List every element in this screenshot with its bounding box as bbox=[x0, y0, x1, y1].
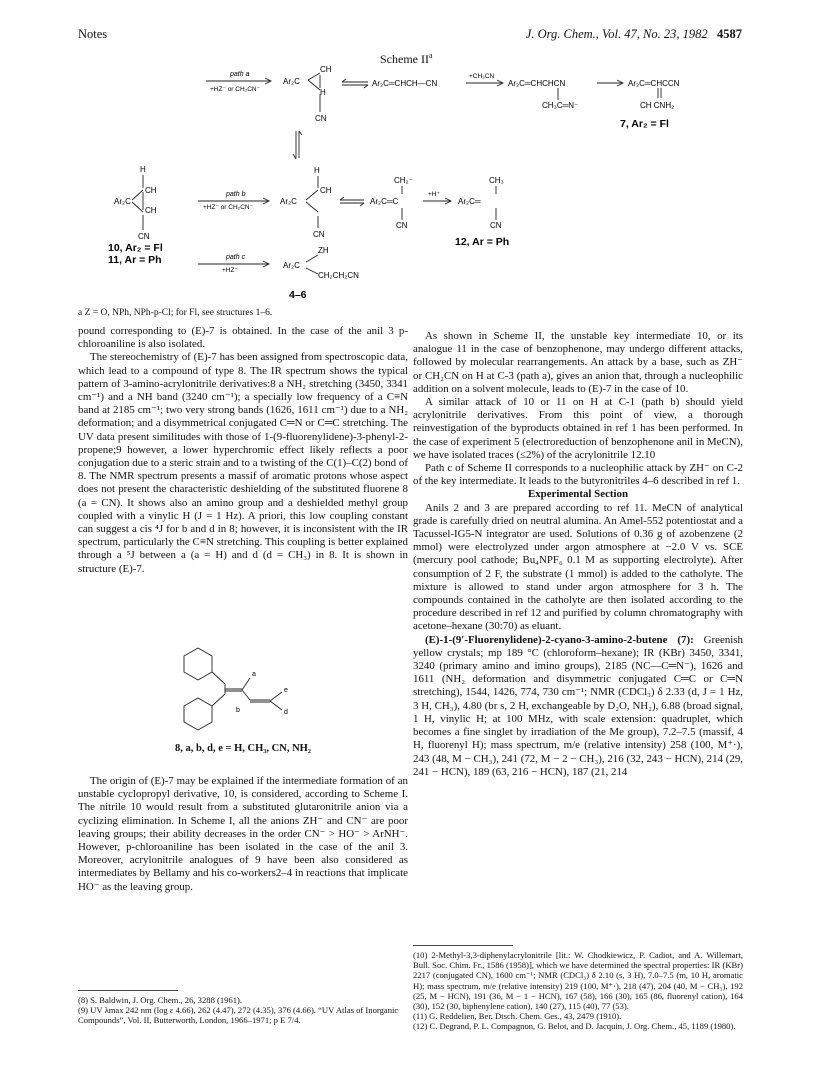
h-left: H bbox=[140, 165, 146, 174]
plus-h: +H⁺ bbox=[428, 191, 440, 198]
left-paragraph-3: The origin of (E)-7 may be explained if the intermediate formation of an unstable cyclopropyl derivative, 10, is considered, according to Scheme I. The nitrile 10 would result from a substituted glutaronitrile anion via a cyclizing elimination. In Scheme I, all the anions ZH⁻ and CN⁻ are poor leaving groups; their ability decreases in the order CN⁻ > HO⁻ > ArNH⁻. However, p-chloroaniline has been isolated in the case of the anil 3. Moreover, acrylonitrile analogues of 9 have been also considered as intermediates by Bellamy and his co-workers2–4 in reactions that implicate HO⁻ as the leaving group. bbox=[78, 775, 408, 893]
ar2c-2: Ar₂C bbox=[280, 197, 297, 206]
left-column-bottom bbox=[78, 775, 408, 894]
ar2c-eq-c: Ar₂C═C bbox=[370, 197, 399, 206]
ar2c-chchcn: Ar₂C═CHCHCN bbox=[508, 79, 566, 88]
sub-a: a bbox=[252, 671, 256, 678]
sub-b: b bbox=[236, 707, 240, 714]
journal-citation: J. Org. Chem., Vol. 47, No. 23, 1982 bbox=[525, 27, 708, 41]
path-b-reagent: +HZ⁻ or CH₂CN⁻ bbox=[203, 204, 254, 211]
path-c-label: path c bbox=[226, 254, 246, 261]
scheme-footnote: a Z = O, NPh, NPh-p-Cl; for Fl, see structures 1–6. bbox=[78, 308, 273, 318]
sub-e: e bbox=[284, 687, 288, 694]
page-number: 4587 bbox=[717, 27, 742, 41]
footnote-10: (10) 2-Methyl-3,3-diphenylacrylonitrile [lit.: W. Chodkiewicz, P. Cadiot, and A. Willemart, Bull. Soc. Chim. Fr., 1586 (1958)], which we have determined the spectral properties: IR (KBr) 2217 (conjugated CN), 1600 cm⁻¹; NMR (CDCl₃) δ 2.10 (s, 3 H), 7.0–7.5 (m, 10 H, aromatic H); mass spectrum, m/e (relative intensity) 219 (100, M⁺·), 218 (47), 204 (40, M − CH₃), 192 (25, M − HCN), 191 (36, M − 1 − HCN), 167 (58), 166 (30), 165 (86, fluorenyl cation), 164 (30), 152 (30, biphenylene cation), 140 (27), 115 (40), 77 (53). bbox=[413, 950, 743, 1012]
label-4-6: 4–6 bbox=[289, 289, 307, 301]
label-12: 12, Ar = Ph bbox=[455, 236, 510, 248]
right-paragraph-5 bbox=[413, 634, 743, 779]
cn-left: CN bbox=[138, 232, 150, 241]
right-footnotes bbox=[413, 950, 743, 1032]
left-paragraph-2: The stereochemistry of (E)-7 has been assigned from spectroscopic data, which lead to a compound of type 8. The IR spectrum shows the typical pattern of 3-amino-acrylonitrile derivatives:8 a NH₂ stretching (3450, 3341 cm⁻¹) and a NH band (3240 cm⁻¹); a specially low frequency of a C≡N band at 2185 cm⁻¹; two very strong bands (1626, 1611 cm⁻¹) due to a NH₂ deformation; and a disymmetrical conjugated C═N or C═C stretching. The UV data present similitudes with those of 1-(9-fluorenylidene)-3-phenyl-2-propene;9 however, a lower hyperchromic effect likely reflects a poor conjugation due to a steric strain and to a twisting of the C(1)–C(2) bond of 8. The NMR spectrum presents a massif of aromatic protons whose aspect does not present the characteristic deshielding of the substituted fluorene 8 (a = CN). It shows also an amino group and a deshielded methyl group coupled with a vinylic H (J = 1 Hz). A priori, this low coupling constant can suggest a cis ⁴J for b and d in 8; however, it is inconsistent with the IR spectrum, particularly the C≡N stretching. This coupling is better explained through a ⁵J between a (a = H) and d (d = CH₃) in 8. It is shown in structure (E)-7. bbox=[78, 351, 408, 575]
ar2c-3: Ar₂C bbox=[283, 261, 300, 270]
label-10: 10, Ar₂ = Fl bbox=[108, 242, 163, 254]
path-a-reagent: +HZ⁻ or CH₂CN⁻ bbox=[210, 86, 261, 93]
ar2c-1: Ar₂C bbox=[283, 77, 300, 86]
right-column bbox=[413, 330, 743, 779]
ch-cnh2: CH CNH₂ bbox=[640, 101, 675, 110]
ch-1: CH bbox=[320, 65, 332, 74]
ch-left-bot: CH bbox=[145, 206, 157, 215]
path-c-reagent: +HZ⁻ bbox=[222, 267, 238, 274]
scheme-title-text: Scheme II bbox=[380, 52, 429, 66]
path-b-label: path b bbox=[226, 191, 246, 198]
right-paragraph-1: As shown in Scheme II, the unstable key intermediate 10, or its analogue 11 in the case of benzophenone, may undergo different attacks, followed by molecular rearrangements. An attack by a base, such as ZH⁻ or CH₂CN on H at C-3 (path a), gives an anion that, through a nucleophilic addition on a solvent molecule, leads to (E)-7 in the case of 10. bbox=[413, 330, 743, 395]
cn-4: CN bbox=[490, 221, 502, 230]
cn-2: CN bbox=[313, 230, 325, 239]
right-paragraph-2: A similar attack of 10 or 11 on H at C-1 (path b) should yield acrylonitrile derivatives. From this point of view, a thorough reinvestigation of the byproducts obtained in ref 1 has been performed. In the case of experiment 5 (electroreduction of benzophenone anil in MeCN), we have isolated traces (≤2%) of the acrylonitrile 12.10 bbox=[413, 396, 743, 461]
zh: ZH bbox=[318, 246, 329, 255]
structure-8-caption: 8, a, b, d, e = H, CH₃, CN, NH₂ bbox=[175, 743, 311, 754]
compound-7-data: Greenish yellow crystals; mp 189 °C (chloroform–hexane); IR (KBr) 3450, 3341, 3240 (primary amino and imino groups), 2185 (NC—C═N⁻), 1626 and 1611 (NH₂ deformation and disymmetric conjugated C═C or C═N stretching), 1544, 1426, 774, 730 cm⁻¹; NMR (CDCl₃) δ 2.33 (d, J = 1 Hz, 3 H, CH₃), 4.80 (br s, 2 H, exchangeable by D₂O, NH₂), 6.88 (broad signal, 1 H, vinylic H; at 100 MHz, with scale extension: quadruplet, which becomes a fine singlet by irradiation of the Me group), 7.2–7.5 (massif, 4 H, fluorenyl H); mass spectrum, m/e (relative intensity) 258 (100, M⁺·), 243 (48, M − CH₃), 241 (72, M − 2 − CH₃), 216 (32, 243 − HCN), 214 (29, 241 − HCN), 189 (63, 216 − HCN), 187 (21, 214 bbox=[413, 633, 743, 778]
ch3c-n: CH₃C═N⁻ bbox=[542, 101, 579, 110]
footnote-12: (12) C. Degrand, P. L. Compagnon, G. Belot, and D. Jacquin, J. Org. Chem., 45, 1189 (1980). bbox=[413, 1021, 736, 1032]
right-footnote-rule bbox=[413, 945, 513, 946]
right-paragraph-4: Anils 2 and 3 are prepared according to ref 11. MeCN of analytical grade is carefully dried on neutral alumina. An Amel-552 potentiostat and a Tacussel-IG5-N integrator are used. Solutions of 0.36 g of azobenzene (2 mmol) were electrolyzed under argon atmosphere at −2.0 V vs. SCE (mercury pool cathode; Bu₄NPF₆ 0.1 M as supporting electrolyte). After consumption of 2 F, the substrate (1 mmol) is added to the catholyte. The mixture is allowed to stand under argon atmosphere for 3 h. The compounds contained in the catholyte are then isolated according to the procedure described in ref 12 and purified by column chromatography with acetone–hexane (30:70) as eluant. bbox=[413, 501, 743, 633]
footnote-9: (9) UV λmax 242 nm (log ε 4.66), 262 (4.47), 272 (4.35), 376 (4.66). “UV Atlas of Inorganic Compounds”, Vol. II, Butterworth, London, 1966–1971; p E 7/4. bbox=[78, 1005, 399, 1026]
section-heading: Experimental Section bbox=[527, 488, 629, 501]
plus-ch3cn: +CH₃CN bbox=[469, 73, 495, 80]
h-2: H bbox=[314, 166, 320, 175]
ch2-minus: CH₂⁻ bbox=[394, 176, 413, 185]
ch2ch2cn: CH₂CH₂CN bbox=[318, 271, 359, 280]
right-paragraph-3: Path c of Scheme II corresponds to a nucleophilic attack by ZH⁻ on C-2 of the key intermediate. It leads to the butyronitriles 4–6 described in ref 1. bbox=[413, 462, 743, 488]
label-7: 7, Ar₂ = Fl bbox=[620, 118, 669, 130]
cn-3: CN bbox=[396, 221, 408, 230]
ar2c-left: Ar₂C bbox=[114, 197, 131, 206]
compound-7-title: (E)-1-(9′-Fluorenylidene)-2-cyano-3-amino-2-butene (7): bbox=[425, 633, 694, 646]
label-11: 11, Ar = Ph bbox=[108, 254, 162, 266]
sub-d: d bbox=[284, 709, 288, 716]
ar2c-chccn: Ar₂C═CHCCN bbox=[628, 79, 680, 88]
ch-left-top: CH bbox=[145, 186, 157, 195]
ar2c-chch-cn: Ar₂C═CHCH—CN bbox=[372, 79, 438, 88]
footnote-11: (11) G. Reddelien, Ber. Dtsch. Chem. Ges., 43, 2479 (1910). bbox=[413, 1011, 622, 1022]
structure-8-diagram bbox=[170, 640, 320, 740]
scheme-2-diagram bbox=[0, 0, 820, 320]
ch3: CH₃ bbox=[489, 176, 504, 185]
ar2c-eq: Ar₂C═ bbox=[458, 197, 481, 206]
ch-2: CH bbox=[320, 186, 332, 195]
footnote-8: (8) S. Baldwin, J. Org. Chem., 26, 3288 (1961). bbox=[78, 995, 243, 1005]
scheme-title-sup: a bbox=[428, 51, 433, 60]
cn-1: CN bbox=[315, 114, 327, 123]
left-column-top bbox=[78, 325, 408, 576]
left-footnotes bbox=[78, 995, 408, 1026]
h-1: H bbox=[320, 88, 326, 97]
path-a-label: path a bbox=[230, 71, 250, 78]
running-header-left: Notes bbox=[78, 27, 108, 41]
left-paragraph-1: pound corresponding to (E)-7 is obtained. In the case of the anil 3 p-chloroaniline is also isolated. bbox=[78, 325, 408, 351]
left-footnote-rule bbox=[78, 990, 178, 991]
